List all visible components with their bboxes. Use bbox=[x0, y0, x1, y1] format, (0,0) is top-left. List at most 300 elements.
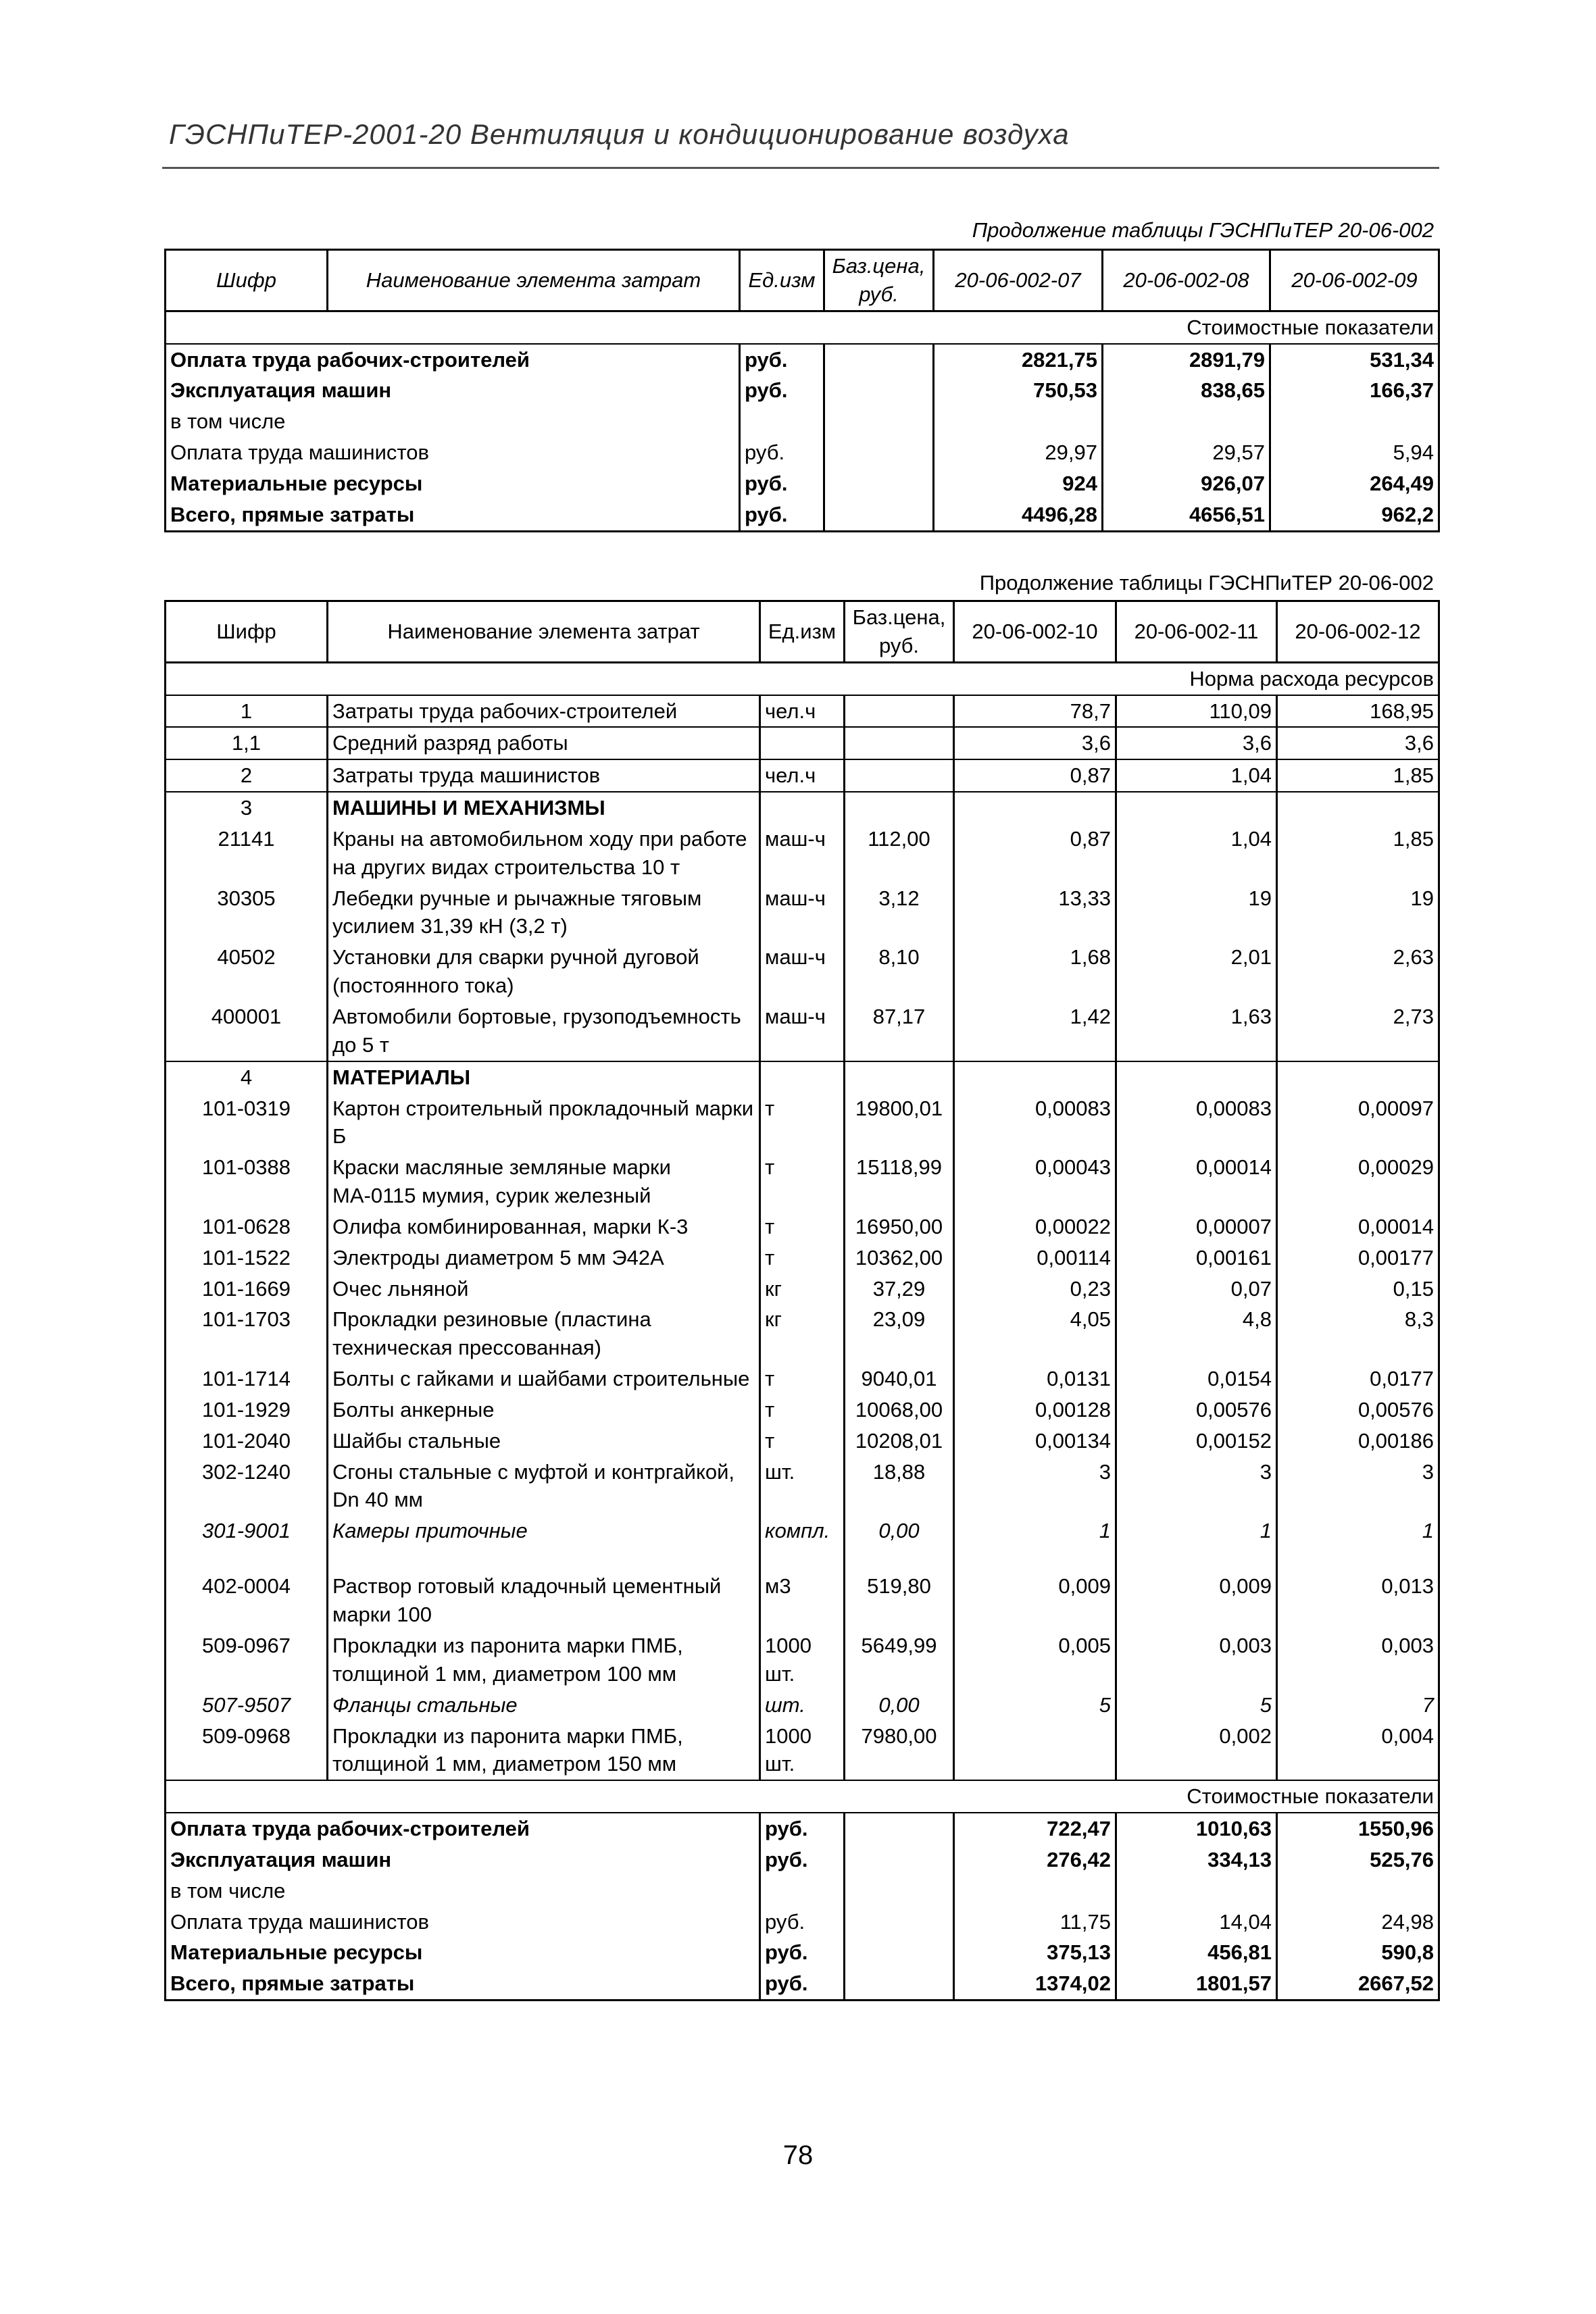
resource-row bbox=[166, 1394, 1439, 1426]
resource-value: 0,07 bbox=[1116, 1274, 1277, 1305]
cost-value: 924 bbox=[934, 468, 1103, 499]
resource-name: Краски масляные земляные марки МА-0115 мумия, сурик железный bbox=[328, 1152, 760, 1211]
cost-item-price bbox=[845, 1876, 954, 1907]
resource-name: Очес льняной bbox=[328, 1274, 760, 1305]
resource-name: Затраты труда рабочих-строителей bbox=[328, 695, 760, 728]
resource-unit: маш-ч bbox=[760, 1001, 845, 1061]
col-header-v3: 20-06-002-09 bbox=[1270, 250, 1439, 311]
cost-row bbox=[166, 406, 1439, 437]
cost-item-name: в том числе bbox=[166, 406, 740, 437]
resource-unit: компл. bbox=[760, 1515, 845, 1571]
cost-item-unit bbox=[740, 406, 824, 437]
table1-caption: Продолжение таблицы ГЭСНПиТЕР 20-06-002 bbox=[972, 218, 1434, 242]
resource-code: 101-0388 bbox=[166, 1152, 328, 1211]
resource-code: 101-1929 bbox=[166, 1394, 328, 1426]
resource-unit: м3 bbox=[760, 1571, 845, 1630]
resource-name: МАТЕРИАЛЫ bbox=[328, 1061, 760, 1093]
resource-value: 78,7 bbox=[954, 695, 1116, 728]
resource-name: Болты анкерные bbox=[328, 1394, 760, 1426]
cost-item-name: Оплата труда машинистов bbox=[166, 1907, 760, 1938]
cost-row bbox=[166, 344, 1439, 376]
resource-price: 16950,00 bbox=[845, 1211, 954, 1242]
resource-value: 0,87 bbox=[954, 824, 1116, 883]
resource-value bbox=[1277, 792, 1439, 824]
cost-item-name: в том числе bbox=[166, 1876, 760, 1907]
resource-row bbox=[166, 727, 1439, 759]
col-header-name: Наименование элемента затрат bbox=[328, 601, 760, 663]
resource-row bbox=[166, 1274, 1439, 1305]
resource-value: 0,009 bbox=[1116, 1571, 1277, 1630]
resource-name: Автомобили бортовые, грузоподъемность до 5 т bbox=[328, 1001, 760, 1061]
resource-value: 8,3 bbox=[1277, 1304, 1439, 1363]
cost-value: 2667,52 bbox=[1277, 1968, 1439, 2000]
resource-name: Лебедки ручные и рычажные тяговым усилием 31,39 кН (3,2 т) bbox=[328, 883, 760, 942]
cost-row bbox=[166, 1813, 1439, 1844]
resource-value: 19 bbox=[1277, 883, 1439, 942]
resource-value: 0,87 bbox=[954, 759, 1116, 792]
cost-value: 1801,57 bbox=[1116, 1968, 1277, 2000]
resource-value: 0,00161 bbox=[1116, 1242, 1277, 1274]
resource-value: 0,0154 bbox=[1116, 1363, 1277, 1394]
table1 bbox=[164, 249, 1440, 532]
resource-row bbox=[166, 942, 1439, 1001]
resource-code: 507-9507 bbox=[166, 1690, 328, 1721]
resource-value: 0,005 bbox=[954, 1630, 1116, 1690]
resource-name: Камеры приточные bbox=[328, 1515, 760, 1571]
cost-item-price bbox=[824, 344, 934, 376]
resource-name: Прокладки из паронита марки ПМБ, толщиной 1 мм, диаметром 150 мм bbox=[328, 1721, 760, 1781]
cost-value: 14,04 bbox=[1116, 1907, 1277, 1938]
resource-row bbox=[166, 824, 1439, 883]
resource-value: 7 bbox=[1277, 1690, 1439, 1721]
cost-item-unit: руб. bbox=[760, 1813, 845, 1844]
cost-row bbox=[166, 468, 1439, 499]
header-divider bbox=[162, 167, 1439, 169]
table1-header-row bbox=[166, 250, 1439, 311]
resource-unit: т bbox=[760, 1363, 845, 1394]
resource-name: Раствор готовый кладочный цементный марки 100 bbox=[328, 1571, 760, 1630]
resource-unit bbox=[760, 792, 845, 824]
resource-value: 0,00029 bbox=[1277, 1152, 1439, 1211]
resource-code: 101-2040 bbox=[166, 1426, 328, 1457]
resource-code: 400001 bbox=[166, 1001, 328, 1061]
resource-price bbox=[845, 695, 954, 728]
cost-item-price bbox=[824, 468, 934, 499]
resource-row bbox=[166, 1211, 1439, 1242]
cost-item-name: Оплата труда рабочих-строителей bbox=[166, 344, 740, 376]
resource-value: 1 bbox=[954, 1515, 1116, 1571]
resource-value: 0,009 bbox=[954, 1571, 1116, 1630]
resource-price: 519,80 bbox=[845, 1571, 954, 1630]
resource-price: 23,09 bbox=[845, 1304, 954, 1363]
resource-row bbox=[166, 1363, 1439, 1394]
resource-unit: т bbox=[760, 1093, 845, 1153]
resource-name: Болты с гайками и шайбами строительные bbox=[328, 1363, 760, 1394]
resource-unit: маш-ч bbox=[760, 942, 845, 1001]
cost-value: 962,2 bbox=[1270, 499, 1439, 531]
resource-value: 0,004 bbox=[1277, 1721, 1439, 1781]
cost-value: 525,76 bbox=[1277, 1844, 1439, 1876]
resource-value: 0,002 bbox=[1116, 1721, 1277, 1781]
resource-price: 8,10 bbox=[845, 942, 954, 1001]
resource-price: 37,29 bbox=[845, 1274, 954, 1305]
resource-value: 19 bbox=[1116, 883, 1277, 942]
resource-value: 0,00022 bbox=[954, 1211, 1116, 1242]
resource-value: 1,42 bbox=[954, 1001, 1116, 1061]
resource-unit: кг bbox=[760, 1304, 845, 1363]
resource-price: 10208,01 bbox=[845, 1426, 954, 1457]
resource-row bbox=[166, 1630, 1439, 1690]
cost-row bbox=[166, 1876, 1439, 1907]
resource-value: 3,6 bbox=[954, 727, 1116, 759]
cost-value: 264,49 bbox=[1270, 468, 1439, 499]
resource-price: 10068,00 bbox=[845, 1394, 954, 1426]
resource-code: 402-0004 bbox=[166, 1571, 328, 1630]
resource-code: 1,1 bbox=[166, 727, 328, 759]
resource-price: 87,17 bbox=[845, 1001, 954, 1061]
resource-value bbox=[1277, 1061, 1439, 1093]
cost-value: 838,65 bbox=[1103, 375, 1270, 406]
resource-row bbox=[166, 1001, 1439, 1061]
cost-item-name: Оплата труда рабочих-строителей bbox=[166, 1813, 760, 1844]
table2-caption: Продолжение таблицы ГЭСНПиТЕР 20-06-002 bbox=[979, 571, 1434, 595]
cost-item-name: Всего, прямые затраты bbox=[166, 1968, 760, 2000]
col-header-v1: 20-06-002-10 bbox=[954, 601, 1116, 663]
cost-item-price bbox=[824, 437, 934, 468]
cost-value: 11,75 bbox=[954, 1907, 1116, 1938]
resource-code: 1 bbox=[166, 695, 328, 728]
cost-item-unit: руб. bbox=[740, 437, 824, 468]
resource-code: 4 bbox=[166, 1061, 328, 1093]
cost-item-unit bbox=[760, 1876, 845, 1907]
cost-item-name: Материальные ресурсы bbox=[166, 1937, 760, 1968]
cost-row bbox=[166, 499, 1439, 531]
resource-unit: т bbox=[760, 1242, 845, 1274]
section-row bbox=[166, 662, 1439, 695]
resource-value: 0,00152 bbox=[1116, 1426, 1277, 1457]
resource-price bbox=[845, 1061, 954, 1093]
resource-value: 0,013 bbox=[1277, 1571, 1439, 1630]
cost-value bbox=[1103, 406, 1270, 437]
col-header-code: Шифр bbox=[166, 250, 328, 311]
cost-value: 29,97 bbox=[934, 437, 1103, 468]
resource-value: 0,00114 bbox=[954, 1242, 1116, 1274]
table2-header-row bbox=[166, 601, 1439, 663]
resource-unit: т bbox=[760, 1394, 845, 1426]
resource-row bbox=[166, 759, 1439, 792]
resource-value: 110,09 bbox=[1116, 695, 1277, 728]
col-header-name: Наименование элемента затрат bbox=[328, 250, 740, 311]
resource-value bbox=[954, 1061, 1116, 1093]
cost-item-name: Оплата труда машинистов bbox=[166, 437, 740, 468]
cost-item-name: Эксплуатация машин bbox=[166, 1844, 760, 1876]
cost-row bbox=[166, 1937, 1439, 1968]
cost-value: 531,34 bbox=[1270, 344, 1439, 376]
resource-code: 40502 bbox=[166, 942, 328, 1001]
cost-value: 750,53 bbox=[934, 375, 1103, 406]
resource-value: 1 bbox=[1277, 1515, 1439, 1571]
resource-value bbox=[1116, 792, 1277, 824]
resource-price bbox=[845, 759, 954, 792]
cost-value: 456,81 bbox=[1116, 1937, 1277, 1968]
resource-code: 101-1714 bbox=[166, 1363, 328, 1394]
resource-name: Средний разряд работы bbox=[328, 727, 760, 759]
cost-value: 375,13 bbox=[954, 1937, 1116, 1968]
resource-value: 0,00097 bbox=[1277, 1093, 1439, 1153]
resource-name: Электроды диаметром 5 мм Э42А bbox=[328, 1242, 760, 1274]
resource-value: 0,00007 bbox=[1116, 1211, 1277, 1242]
resource-unit: кг bbox=[760, 1274, 845, 1305]
cost-value bbox=[1277, 1876, 1439, 1907]
cost-item-price bbox=[824, 499, 934, 531]
resource-code: 101-0319 bbox=[166, 1093, 328, 1153]
resource-value: 1,63 bbox=[1116, 1001, 1277, 1061]
resource-unit: чел.ч bbox=[760, 759, 845, 792]
resource-price: 112,00 bbox=[845, 824, 954, 883]
resource-name: Фланцы стальные bbox=[328, 1690, 760, 1721]
resource-price: 19800,01 bbox=[845, 1093, 954, 1153]
cost-item-price bbox=[824, 375, 934, 406]
resource-name: Прокладки из паронита марки ПМБ, толщиной 1 мм, диаметром 100 мм bbox=[328, 1630, 760, 1690]
cost-item-unit: руб. bbox=[760, 1907, 845, 1938]
resource-row bbox=[166, 1152, 1439, 1211]
resource-code: 101-1703 bbox=[166, 1304, 328, 1363]
resource-price: 18,88 bbox=[845, 1457, 954, 1516]
resource-unit bbox=[760, 727, 845, 759]
cost-value: 276,42 bbox=[954, 1844, 1116, 1876]
resource-name: Прокладки резиновые (пластина техническая прессованная) bbox=[328, 1304, 760, 1363]
resource-value: 13,33 bbox=[954, 883, 1116, 942]
resource-name: Установки для сварки ручной дуговой (постоянного тока) bbox=[328, 942, 760, 1001]
resource-unit: т bbox=[760, 1211, 845, 1242]
resource-value: 1,04 bbox=[1116, 759, 1277, 792]
cost-value bbox=[1270, 406, 1439, 437]
resource-row bbox=[166, 1721, 1439, 1781]
resource-name: Картон строительный прокладочный марки Б bbox=[328, 1093, 760, 1153]
col-header-v3: 20-06-002-12 bbox=[1277, 601, 1439, 663]
resource-unit: шт. bbox=[760, 1457, 845, 1516]
resource-value: 1 bbox=[1116, 1515, 1277, 1571]
resource-price: 0,00 bbox=[845, 1690, 954, 1721]
cost-item-price bbox=[845, 1968, 954, 2000]
resource-row bbox=[166, 1093, 1439, 1153]
section-label: Норма расхода ресурсов bbox=[166, 662, 1439, 695]
resource-value: 168,95 bbox=[1277, 695, 1439, 728]
resource-value: 1,85 bbox=[1277, 824, 1439, 883]
resource-price: 10362,00 bbox=[845, 1242, 954, 1274]
resource-value: 5 bbox=[1116, 1690, 1277, 1721]
resource-code: 30305 bbox=[166, 883, 328, 942]
resource-unit: 1000 шт. bbox=[760, 1630, 845, 1690]
table2 bbox=[164, 600, 1440, 2001]
cost-value bbox=[954, 1876, 1116, 1907]
resource-code: 101-0628 bbox=[166, 1211, 328, 1242]
cost-row bbox=[166, 1968, 1439, 2000]
col-header-v1: 20-06-002-07 bbox=[934, 250, 1103, 311]
resource-value: 0,00083 bbox=[1116, 1093, 1277, 1153]
resource-value: 0,00014 bbox=[1116, 1152, 1277, 1211]
resource-row bbox=[166, 1426, 1439, 1457]
resource-unit: шт. bbox=[760, 1690, 845, 1721]
resource-code: 3 bbox=[166, 792, 328, 824]
cost-item-name: Эксплуатация машин bbox=[166, 375, 740, 406]
resource-value: 0,00083 bbox=[954, 1093, 1116, 1153]
cost-item-unit: руб. bbox=[760, 1937, 845, 1968]
cost-value: 1550,96 bbox=[1277, 1813, 1439, 1844]
resource-price: 5649,99 bbox=[845, 1630, 954, 1690]
cost-item-name: Всего, прямые затраты bbox=[166, 499, 740, 531]
cost-item-price bbox=[845, 1937, 954, 1968]
resource-value: 4,8 bbox=[1116, 1304, 1277, 1363]
resource-value: 0,00014 bbox=[1277, 1211, 1439, 1242]
resource-unit: маш-ч bbox=[760, 883, 845, 942]
col-header-v2: 20-06-002-11 bbox=[1116, 601, 1277, 663]
resource-name: Сгоны стальные с муфтой и контргайкой, Dn 40 мм bbox=[328, 1457, 760, 1516]
page-number: 78 bbox=[782, 2140, 814, 2170]
resource-value: 0,15 bbox=[1277, 1274, 1439, 1305]
resource-value: 0,0177 bbox=[1277, 1363, 1439, 1394]
cost-item-price bbox=[824, 406, 934, 437]
resource-row bbox=[166, 1457, 1439, 1516]
resource-row bbox=[166, 1304, 1439, 1363]
resource-row bbox=[166, 1690, 1439, 1721]
resource-value: 1,68 bbox=[954, 942, 1116, 1001]
resource-unit: 1000 шт. bbox=[760, 1721, 845, 1781]
cost-value: 926,07 bbox=[1103, 468, 1270, 499]
resource-price: 3,12 bbox=[845, 883, 954, 942]
resource-row bbox=[166, 1515, 1439, 1571]
col-header-price: Баз.цена, руб. bbox=[824, 250, 934, 311]
cost-row bbox=[166, 437, 1439, 468]
resource-value bbox=[954, 1721, 1116, 1781]
col-header-v2: 20-06-002-08 bbox=[1103, 250, 1270, 311]
resource-value: 3 bbox=[954, 1457, 1116, 1516]
cost-item-price bbox=[845, 1844, 954, 1876]
cost-value: 722,47 bbox=[954, 1813, 1116, 1844]
page-header: ГЭСНПиТЕР-2001-20 Вентиляция и кондиционирование воздуха bbox=[169, 118, 1070, 150]
cost-value: 166,37 bbox=[1270, 375, 1439, 406]
resource-name: Шайбы стальные bbox=[328, 1426, 760, 1457]
resource-price bbox=[845, 727, 954, 759]
col-header-price: Баз.цена, руб. bbox=[845, 601, 954, 663]
cost-item-unit: руб. bbox=[760, 1968, 845, 2000]
section-label: Стоимостные показатели bbox=[166, 311, 1439, 343]
resource-value: 4,05 bbox=[954, 1304, 1116, 1363]
resource-unit: т bbox=[760, 1152, 845, 1211]
resource-value: 0,003 bbox=[1277, 1630, 1439, 1690]
resource-unit: т bbox=[760, 1426, 845, 1457]
cost-row bbox=[166, 1844, 1439, 1876]
resource-code: 21141 bbox=[166, 824, 328, 883]
section-row bbox=[166, 1780, 1439, 1813]
resource-price bbox=[845, 792, 954, 824]
cost-value: 5,94 bbox=[1270, 437, 1439, 468]
resource-row bbox=[166, 695, 1439, 728]
resource-row bbox=[166, 1571, 1439, 1630]
resource-value: 0,23 bbox=[954, 1274, 1116, 1305]
col-header-unit: Ед.изм bbox=[740, 250, 824, 311]
resource-value: 0,00576 bbox=[1116, 1394, 1277, 1426]
resource-name: Затраты труда машинистов bbox=[328, 759, 760, 792]
resource-name: МАШИНЫ И МЕХАНИЗМЫ bbox=[328, 792, 760, 824]
cost-item-unit: руб. bbox=[740, 344, 824, 376]
resource-value: 3 bbox=[1116, 1457, 1277, 1516]
cost-value: 4656,51 bbox=[1103, 499, 1270, 531]
cost-value: 590,8 bbox=[1277, 1937, 1439, 1968]
resource-price: 15118,99 bbox=[845, 1152, 954, 1211]
cost-value: 334,13 bbox=[1116, 1844, 1277, 1876]
cost-value: 1010,63 bbox=[1116, 1813, 1277, 1844]
cost-value: 2891,79 bbox=[1103, 344, 1270, 376]
cost-value: 1374,02 bbox=[954, 1968, 1116, 2000]
resource-value: 0,00186 bbox=[1277, 1426, 1439, 1457]
cost-item-unit: руб. bbox=[740, 468, 824, 499]
resource-code: 302-1240 bbox=[166, 1457, 328, 1516]
resource-value: 1,04 bbox=[1116, 824, 1277, 883]
resource-value: 0,00177 bbox=[1277, 1242, 1439, 1274]
resource-name: Краны на автомобильном ходу при работе на других видах строительства 10 т bbox=[328, 824, 760, 883]
resource-value: 2,73 bbox=[1277, 1001, 1439, 1061]
cost-section-label: Стоимостные показатели bbox=[166, 1780, 1439, 1813]
resource-value: 2,01 bbox=[1116, 942, 1277, 1001]
resource-value: 1,85 bbox=[1277, 759, 1439, 792]
resource-price: 0,00 bbox=[845, 1515, 954, 1571]
cost-item-price bbox=[845, 1907, 954, 1938]
cost-item-unit: руб. bbox=[740, 375, 824, 406]
cost-value bbox=[1116, 1876, 1277, 1907]
cost-item-unit: руб. bbox=[760, 1844, 845, 1876]
resource-value: 3,6 bbox=[1277, 727, 1439, 759]
cost-row bbox=[166, 375, 1439, 406]
resource-value: 3 bbox=[1277, 1457, 1439, 1516]
cost-row bbox=[166, 1907, 1439, 1938]
cost-item-unit: руб. bbox=[740, 499, 824, 531]
cost-value: 29,57 bbox=[1103, 437, 1270, 468]
cost-item-name: Материальные ресурсы bbox=[166, 468, 740, 499]
col-header-unit: Ед.изм bbox=[760, 601, 845, 663]
resource-value: 2,63 bbox=[1277, 942, 1439, 1001]
resource-value: 0,00134 bbox=[954, 1426, 1116, 1457]
section-row bbox=[166, 311, 1439, 343]
resource-code: 101-1522 bbox=[166, 1242, 328, 1274]
cost-item-price bbox=[845, 1813, 954, 1844]
resource-value: 0,00043 bbox=[954, 1152, 1116, 1211]
resource-unit: маш-ч bbox=[760, 824, 845, 883]
resource-value bbox=[1116, 1061, 1277, 1093]
resource-row bbox=[166, 883, 1439, 942]
resource-value bbox=[954, 792, 1116, 824]
cost-value bbox=[934, 406, 1103, 437]
resource-code: 2 bbox=[166, 759, 328, 792]
resource-value: 3,6 bbox=[1116, 727, 1277, 759]
resource-unit bbox=[760, 1061, 845, 1093]
cost-value: 2821,75 bbox=[934, 344, 1103, 376]
resource-value: 5 bbox=[954, 1690, 1116, 1721]
col-header-code: Шифр bbox=[166, 601, 328, 663]
resource-name: Олифа комбинированная, марки К-3 bbox=[328, 1211, 760, 1242]
resource-unit: чел.ч bbox=[760, 695, 845, 728]
resource-value: 0,00576 bbox=[1277, 1394, 1439, 1426]
resource-row bbox=[166, 1242, 1439, 1274]
resource-price: 7980,00 bbox=[845, 1721, 954, 1781]
resource-value: 0,00128 bbox=[954, 1394, 1116, 1426]
resource-row bbox=[166, 1061, 1439, 1093]
cost-value: 24,98 bbox=[1277, 1907, 1439, 1938]
resource-code: 509-0967 bbox=[166, 1630, 328, 1690]
cost-value: 4496,28 bbox=[934, 499, 1103, 531]
resource-row bbox=[166, 792, 1439, 824]
resource-value: 0,003 bbox=[1116, 1630, 1277, 1690]
